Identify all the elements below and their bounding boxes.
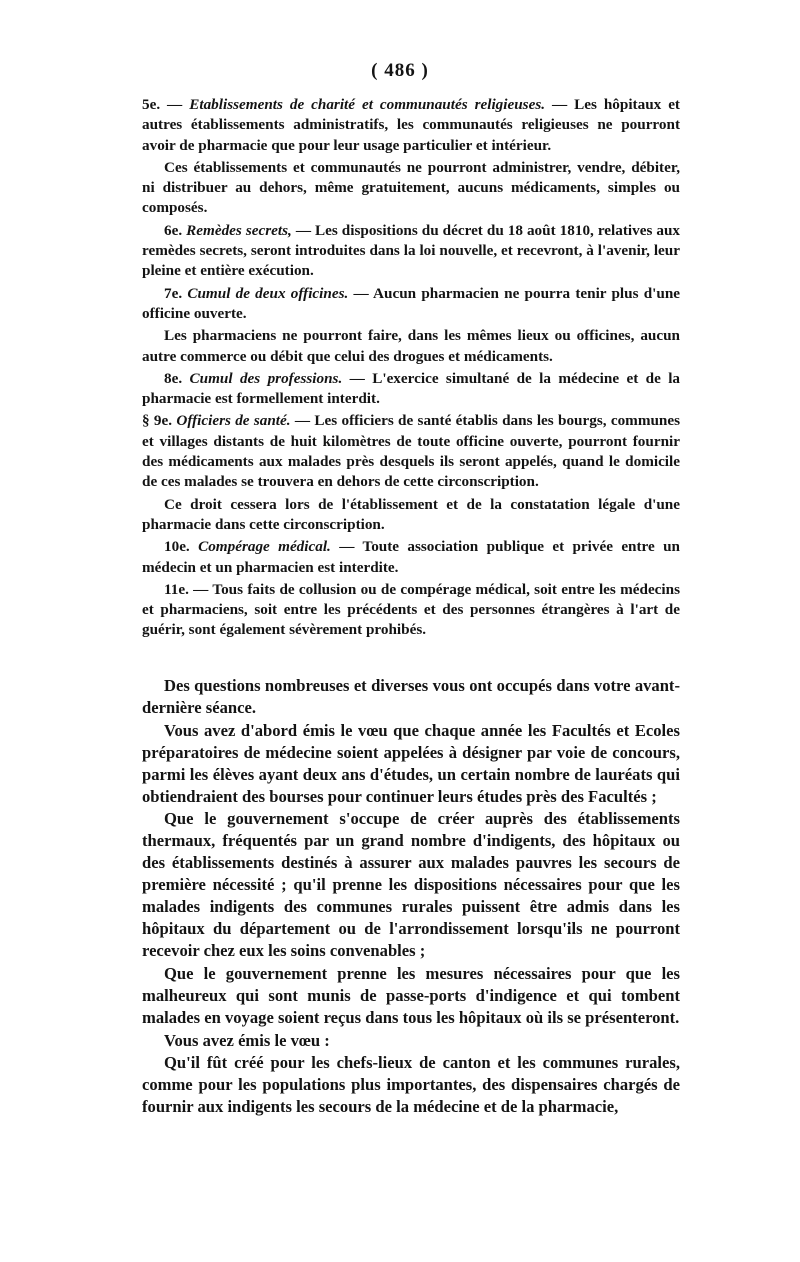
paragraph: Que le gouvernement s'occupe de créer auprès des établissements thermaux, fréquentés par un grand nombre d'indigents, des hôpitaux ou des établissements destinés à assurer aux malades pauvres les secours de première nécessité ; qu'il prenne les dispositions nécessaires pour que les malades indigents des communes rurales puissent être admis dans les hôpitaux du département ou de l'arrondissement lorsqu'ils ne pourront recevoir chez eux les soins convenables ; [142, 809, 680, 960]
page-number: ( 486 ) [371, 60, 429, 81]
article-11: 11e. — Tous faits de collusion ou de compérage médical, soit entre les médecins et pharmaciens, soit entre les précédents et des personnes étrangères à l'art de guérir, sont également sévèrement prohibés. [142, 580, 680, 639]
article-6: 6e. Remèdes secrets, — Les dispositions du décret du 18 août 1810, relatives aux remèdes secrets, seront introduites dans la loi nouvelle, et recevront, à l'avenir, leur pleine et entière exécution. [142, 221, 681, 280]
report-section [142, 675, 680, 1119]
paragraph: Des questions nombreuses et diverses vous ont occupés dans votre avant-dernière séance. [142, 676, 680, 717]
article-9-continued: Ce droit cessera lors de l'établissement et de la constatation légale d'une pharmacie dans cette circonscription. [142, 495, 680, 533]
article-8: 8e. Cumul des professions. — L'exercice simultané de la médecine et de la pharmacie est formellement interdit. [142, 369, 681, 408]
article-5: 5e. — Etablissements de charité et communautés religieuses. — Les hôpitaux et autres établissements administratifs, les communautés religieuses ne pourront avoir de pharmacie que pour leur usage particulier et intérieur. [142, 96, 680, 154]
article-9: § 9e. Officiers de santé. — Les officiers de santé établis dans les bourgs, communes et villages distants de huit kilomètres de toute officine ouverte, pourront fournir des médicaments aux malades près desquels ils seront appelés, quand le domicile de ces malades se trouvera en dehors de cette circonscription. [142, 412, 681, 491]
article-7-continued: Les pharmaciens ne pourront faire, dans les mêmes lieux ou officines, aucun autre commerce ou débit que celui des drogues et médicaments. [142, 327, 680, 365]
paragraph: Que le gouvernement prenne les mesures nécessaires pour que les malheureux qui sont munis de passe-ports d'indigence et qui tombent malades en voyage soient reçus dans tous les hôpitaux où ils se présenteront. [142, 963, 680, 1027]
articles-section [142, 95, 680, 643]
paragraph: Vous avez émis le vœu : [164, 1030, 330, 1050]
paragraph: Vous avez d'abord émis le vœu que chaque année les Facultés et Ecoles préparatoires de médecine soient appelées à désigner par voie de concours, parmi les élèves ayant deux ans d'études, un certain nombre de lauréats qui obtiendraient des bourses pour continuer leurs études près des Facultés ; [142, 720, 680, 806]
article-5-continued: Ces établissements et communautés ne pourront administrer, vendre, débiter, ni distribuer au dehors, même gratuitement, aucuns médicaments, simples ou composés. [142, 158, 680, 217]
article-10: 10e. Compérage médical. — Toute association publique et privée entre un médecin et un pharmacien est interdite. [142, 538, 681, 576]
paragraph: Qu'il fût créé pour les chefs-lieux de canton et les communes rurales, comme pour les populations plus importantes, des dispensaires chargés de fournir aux indigents les secours de la médecine et de la pharmacie, [142, 1053, 680, 1117]
article-7: 7e. Cumul de deux officines. — Aucun pharmacien ne pourra tenir plus d'une officine ouverte. [142, 284, 681, 322]
